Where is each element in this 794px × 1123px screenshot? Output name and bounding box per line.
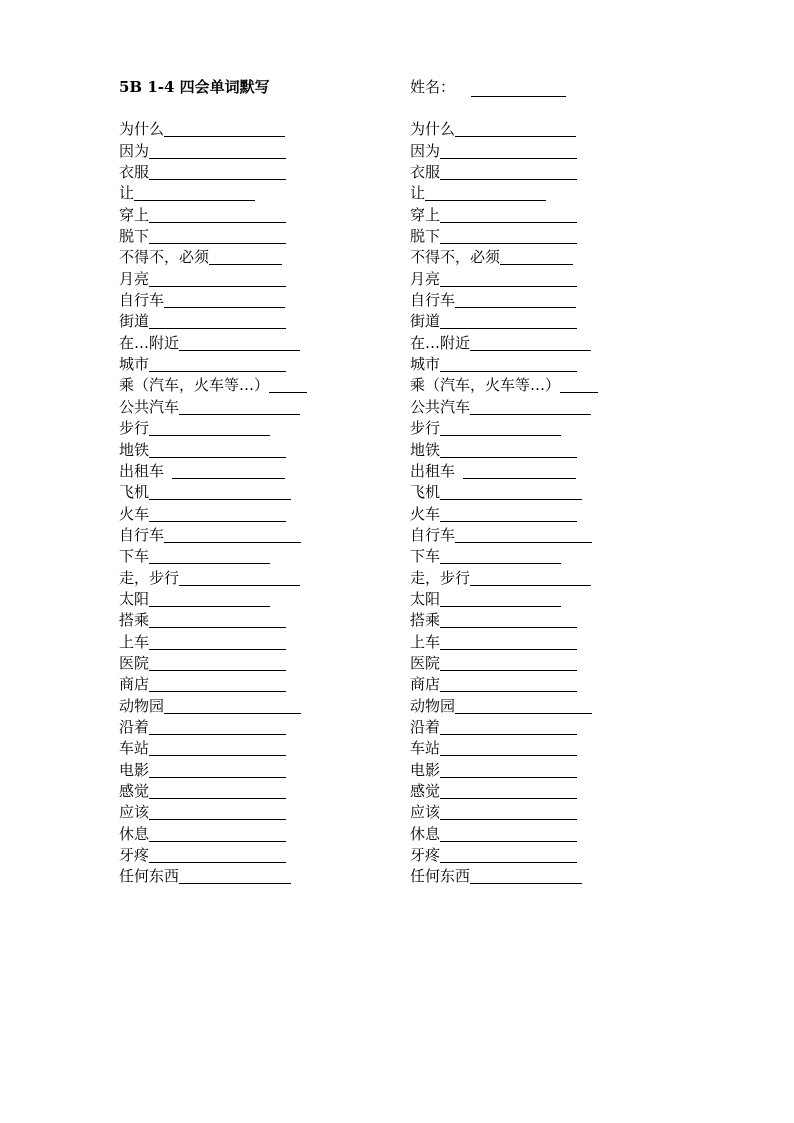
vocab-row xyxy=(410,418,598,439)
vocab-row xyxy=(119,226,307,247)
name-label: 姓名： xyxy=(410,78,456,96)
vocab-word: 动物园 xyxy=(410,696,456,715)
vocab-word: 车站 xyxy=(410,739,441,758)
vocab-row xyxy=(410,589,598,610)
vocab-row xyxy=(119,247,307,268)
answer-blank[interactable] xyxy=(149,719,286,735)
vocab-word: 街道 xyxy=(119,312,150,331)
name-field xyxy=(410,77,566,97)
answer-blank[interactable] xyxy=(470,570,591,586)
answer-blank[interactable] xyxy=(440,420,561,436)
vocab-row xyxy=(119,525,307,546)
answer-blank[interactable] xyxy=(164,121,285,137)
vocab-row xyxy=(410,375,598,396)
vocab-word: 感觉 xyxy=(119,782,150,800)
answer-blank[interactable] xyxy=(440,271,577,287)
vocab-row xyxy=(410,845,598,866)
answer-blank[interactable] xyxy=(440,143,577,159)
answer-blank[interactable] xyxy=(179,868,291,884)
answer-blank[interactable] xyxy=(179,335,300,351)
vocab-row xyxy=(410,738,598,759)
vocab-word: 沿着 xyxy=(119,717,150,736)
vocab-word: 因为 xyxy=(119,141,150,160)
answer-blank[interactable] xyxy=(440,655,577,671)
vocab-row xyxy=(410,226,598,247)
name-blank[interactable] xyxy=(471,81,566,97)
vocab-word: 步行 xyxy=(119,419,150,438)
vocab-word: 因为 xyxy=(410,141,441,160)
vocab-row xyxy=(410,311,598,332)
vocab-row xyxy=(410,653,598,674)
vocab-word: 月亮 xyxy=(410,269,441,288)
vocab-word: 穿上 xyxy=(410,205,441,224)
vocab-row xyxy=(119,140,307,161)
vocab-word: 搭乘 xyxy=(119,611,150,630)
vocab-word: 下车 xyxy=(410,547,441,566)
answer-blank[interactable] xyxy=(455,698,592,714)
answer-blank[interactable] xyxy=(440,762,577,778)
vocab-word: 太阳 xyxy=(119,589,150,608)
vocab-row xyxy=(410,461,598,482)
vocab-word: 任何东西 xyxy=(410,867,471,886)
vocab-word: 城市 xyxy=(119,355,150,374)
answer-blank[interactable] xyxy=(269,377,307,393)
answer-blank[interactable] xyxy=(179,399,300,415)
answer-blank[interactable] xyxy=(134,185,255,201)
vocab-row xyxy=(410,674,598,695)
vocab-word: 搭乘 xyxy=(410,611,441,630)
vocab-word: 走，步行 xyxy=(410,568,471,587)
vocab-word: 走，步行 xyxy=(119,568,180,587)
vocab-row xyxy=(410,268,598,289)
vocab-row xyxy=(119,418,307,439)
vocab-row xyxy=(119,204,307,225)
answer-blank[interactable] xyxy=(440,164,577,180)
answer-blank[interactable] xyxy=(440,506,577,522)
answer-blank[interactable] xyxy=(440,207,577,223)
vocab-row xyxy=(410,482,598,503)
vocab-word: 街道 xyxy=(410,312,441,331)
vocab-row xyxy=(410,866,598,887)
vocab-word: 月亮 xyxy=(119,269,150,288)
vocab-row xyxy=(119,439,307,460)
vocab-row xyxy=(410,183,598,204)
worksheet-title: 5B 1-4 四会单词默写 xyxy=(119,78,270,96)
answer-blank[interactable] xyxy=(500,249,573,265)
vocab-row xyxy=(119,375,307,396)
vocab-row xyxy=(119,759,307,780)
vocab-word: 太阳 xyxy=(410,589,441,608)
answer-blank[interactable] xyxy=(425,185,546,201)
vocab-word: 乘（汽车，火车等…） xyxy=(410,376,561,395)
vocab-row xyxy=(410,546,598,567)
vocab-row xyxy=(119,845,307,866)
answer-blank[interactable] xyxy=(455,121,576,137)
vocab-word: 地铁 xyxy=(410,440,441,459)
vocab-row xyxy=(119,823,307,844)
vocab-row xyxy=(410,717,598,738)
answer-blank[interactable] xyxy=(149,442,286,458)
answer-blank[interactable] xyxy=(440,826,577,842)
vocab-row xyxy=(119,396,307,417)
answer-blank[interactable] xyxy=(149,676,286,692)
vocab-row xyxy=(410,354,598,375)
vocab-word: 步行 xyxy=(410,419,441,438)
vocab-row xyxy=(410,631,598,652)
vocab-row xyxy=(119,482,307,503)
vocab-row xyxy=(119,653,307,674)
answer-blank[interactable] xyxy=(149,847,286,863)
vocab-word: 沿着 xyxy=(410,717,441,736)
answer-blank[interactable] xyxy=(560,377,598,393)
vocab-row xyxy=(119,354,307,375)
answer-blank[interactable] xyxy=(149,164,286,180)
vocab-row xyxy=(410,247,598,268)
answer-blank[interactable] xyxy=(440,783,577,799)
vocab-word: 火车 xyxy=(410,504,441,523)
vocab-word: 火车 xyxy=(119,504,150,523)
vocab-row xyxy=(119,290,307,311)
vocab-word: 不得不，必须 xyxy=(119,248,210,267)
vocab-word: 车站 xyxy=(119,739,150,758)
vocab-row xyxy=(410,290,598,311)
answer-blank[interactable] xyxy=(149,356,286,372)
vocab-word: 衣服 xyxy=(119,163,150,182)
answer-blank[interactable] xyxy=(455,527,592,543)
vocab-word: 不得不，必须 xyxy=(410,248,501,267)
vocab-row xyxy=(119,311,307,332)
vocab-word: 电影 xyxy=(119,760,150,779)
answer-blank[interactable] xyxy=(149,634,286,650)
vocab-row xyxy=(410,525,598,546)
answer-blank[interactable] xyxy=(440,548,561,564)
vocab-word: 电影 xyxy=(410,760,441,779)
vocab-word: 牙疼 xyxy=(410,846,441,865)
answer-blank[interactable] xyxy=(164,698,301,714)
answer-blank[interactable] xyxy=(455,292,576,308)
answer-blank[interactable] xyxy=(149,591,270,607)
vocab-row xyxy=(119,802,307,823)
vocab-word: 衣服 xyxy=(410,163,441,182)
answer-blank[interactable] xyxy=(164,527,301,543)
answer-blank[interactable] xyxy=(470,335,591,351)
vocab-word: 脱下 xyxy=(119,227,150,246)
answer-blank[interactable] xyxy=(149,740,286,756)
vocab-row xyxy=(410,781,598,802)
vocab-word: 动物园 xyxy=(119,696,165,715)
vocab-row xyxy=(410,140,598,161)
answer-blank[interactable] xyxy=(149,506,286,522)
answer-blank[interactable] xyxy=(164,292,285,308)
vocab-word: 让 xyxy=(410,184,426,203)
vocab-word: 自行车 xyxy=(119,525,165,544)
vocab-word: 城市 xyxy=(410,355,441,374)
vocab-row xyxy=(410,802,598,823)
vocab-row xyxy=(119,546,307,567)
vocab-word: 脱下 xyxy=(410,227,441,246)
vocab-row xyxy=(119,567,307,588)
answer-blank[interactable] xyxy=(149,143,286,159)
vocab-word: 上车 xyxy=(119,632,150,651)
vocab-row xyxy=(410,695,598,716)
answer-blank[interactable] xyxy=(440,612,577,628)
vocab-row xyxy=(119,268,307,289)
vocab-word: 出租车 xyxy=(119,461,165,480)
vocab-word: 应该 xyxy=(119,803,150,822)
vocab-row xyxy=(119,781,307,802)
answer-blank[interactable] xyxy=(440,591,561,607)
answer-blank[interactable] xyxy=(463,463,576,479)
vocab-row xyxy=(119,503,307,524)
answer-blank[interactable] xyxy=(149,826,286,842)
answer-blank[interactable] xyxy=(440,313,577,329)
vocab-word: 商店 xyxy=(119,675,150,694)
vocab-word: 出租车 xyxy=(410,461,456,480)
word-list-left xyxy=(119,119,307,887)
vocab-word: 在…附近 xyxy=(410,333,471,352)
answer-blank[interactable] xyxy=(209,249,282,265)
vocab-word: 自行车 xyxy=(410,525,456,544)
answer-blank[interactable] xyxy=(440,847,577,863)
vocab-row xyxy=(119,461,307,482)
vocab-word: 下车 xyxy=(119,547,150,566)
vocab-row xyxy=(410,119,598,140)
word-list-right xyxy=(410,119,598,887)
answer-blank[interactable] xyxy=(440,676,577,692)
vocab-word: 商店 xyxy=(410,675,441,694)
answer-blank[interactable] xyxy=(470,399,591,415)
vocab-row xyxy=(410,823,598,844)
answer-blank[interactable] xyxy=(440,356,577,372)
vocab-row xyxy=(119,674,307,695)
answer-blank[interactable] xyxy=(149,420,270,436)
answer-blank[interactable] xyxy=(440,228,577,244)
vocab-row xyxy=(119,332,307,353)
vocab-row xyxy=(119,717,307,738)
vocab-row xyxy=(410,759,598,780)
answer-blank[interactable] xyxy=(149,612,286,628)
vocab-word: 穿上 xyxy=(119,205,150,224)
vocab-word: 为什么 xyxy=(119,120,165,139)
answer-blank[interactable] xyxy=(149,313,286,329)
vocab-row xyxy=(119,610,307,631)
vocab-row xyxy=(410,332,598,353)
vocab-word: 任何东西 xyxy=(119,867,180,886)
vocab-word: 医院 xyxy=(410,653,441,672)
answer-blank[interactable] xyxy=(149,804,286,820)
vocab-word: 休息 xyxy=(119,824,150,843)
vocab-word: 公共汽车 xyxy=(119,397,180,416)
vocab-word: 地铁 xyxy=(119,440,150,459)
vocab-word: 飞机 xyxy=(119,483,150,502)
vocab-word: 公共汽车 xyxy=(410,397,471,416)
vocab-row xyxy=(410,162,598,183)
vocab-row xyxy=(410,204,598,225)
vocab-word: 自行车 xyxy=(410,291,456,310)
vocab-row xyxy=(119,183,307,204)
answer-blank[interactable] xyxy=(440,740,577,756)
vocab-word: 应该 xyxy=(410,803,441,822)
answer-blank[interactable] xyxy=(149,548,270,564)
answer-blank[interactable] xyxy=(149,271,286,287)
vocab-row xyxy=(119,162,307,183)
vocab-row xyxy=(410,567,598,588)
vocab-word: 医院 xyxy=(119,653,150,672)
answer-blank[interactable] xyxy=(440,484,582,500)
answer-blank[interactable] xyxy=(149,228,286,244)
answer-blank[interactable] xyxy=(149,783,286,799)
vocab-word: 感觉 xyxy=(410,782,441,800)
vocab-row xyxy=(119,631,307,652)
answer-blank[interactable] xyxy=(440,719,577,735)
answer-blank[interactable] xyxy=(149,762,286,778)
vocab-word: 乘（汽车，火车等…） xyxy=(119,376,270,395)
vocab-row xyxy=(119,866,307,887)
vocab-row xyxy=(119,119,307,140)
answer-blank[interactable] xyxy=(149,655,286,671)
vocab-word: 自行车 xyxy=(119,291,165,310)
answer-blank[interactable] xyxy=(179,570,300,586)
vocab-word: 为什么 xyxy=(410,120,456,139)
vocab-row xyxy=(410,503,598,524)
answer-blank[interactable] xyxy=(149,484,291,500)
vocab-row xyxy=(119,695,307,716)
vocab-row xyxy=(119,589,307,610)
vocab-row xyxy=(410,439,598,460)
vocab-row xyxy=(410,610,598,631)
vocab-word: 飞机 xyxy=(410,483,441,502)
answer-blank[interactable] xyxy=(470,868,582,884)
vocab-word: 让 xyxy=(119,184,135,203)
vocab-word: 在…附近 xyxy=(119,333,180,352)
vocab-word: 休息 xyxy=(410,824,441,843)
answer-blank[interactable] xyxy=(172,463,285,479)
vocab-row xyxy=(119,738,307,759)
vocab-word: 上车 xyxy=(410,632,441,651)
vocab-row xyxy=(410,396,598,417)
answer-blank[interactable] xyxy=(440,804,577,820)
answer-blank[interactable] xyxy=(149,207,286,223)
vocab-word: 牙疼 xyxy=(119,846,150,865)
answer-blank[interactable] xyxy=(440,442,577,458)
answer-blank[interactable] xyxy=(440,634,577,650)
